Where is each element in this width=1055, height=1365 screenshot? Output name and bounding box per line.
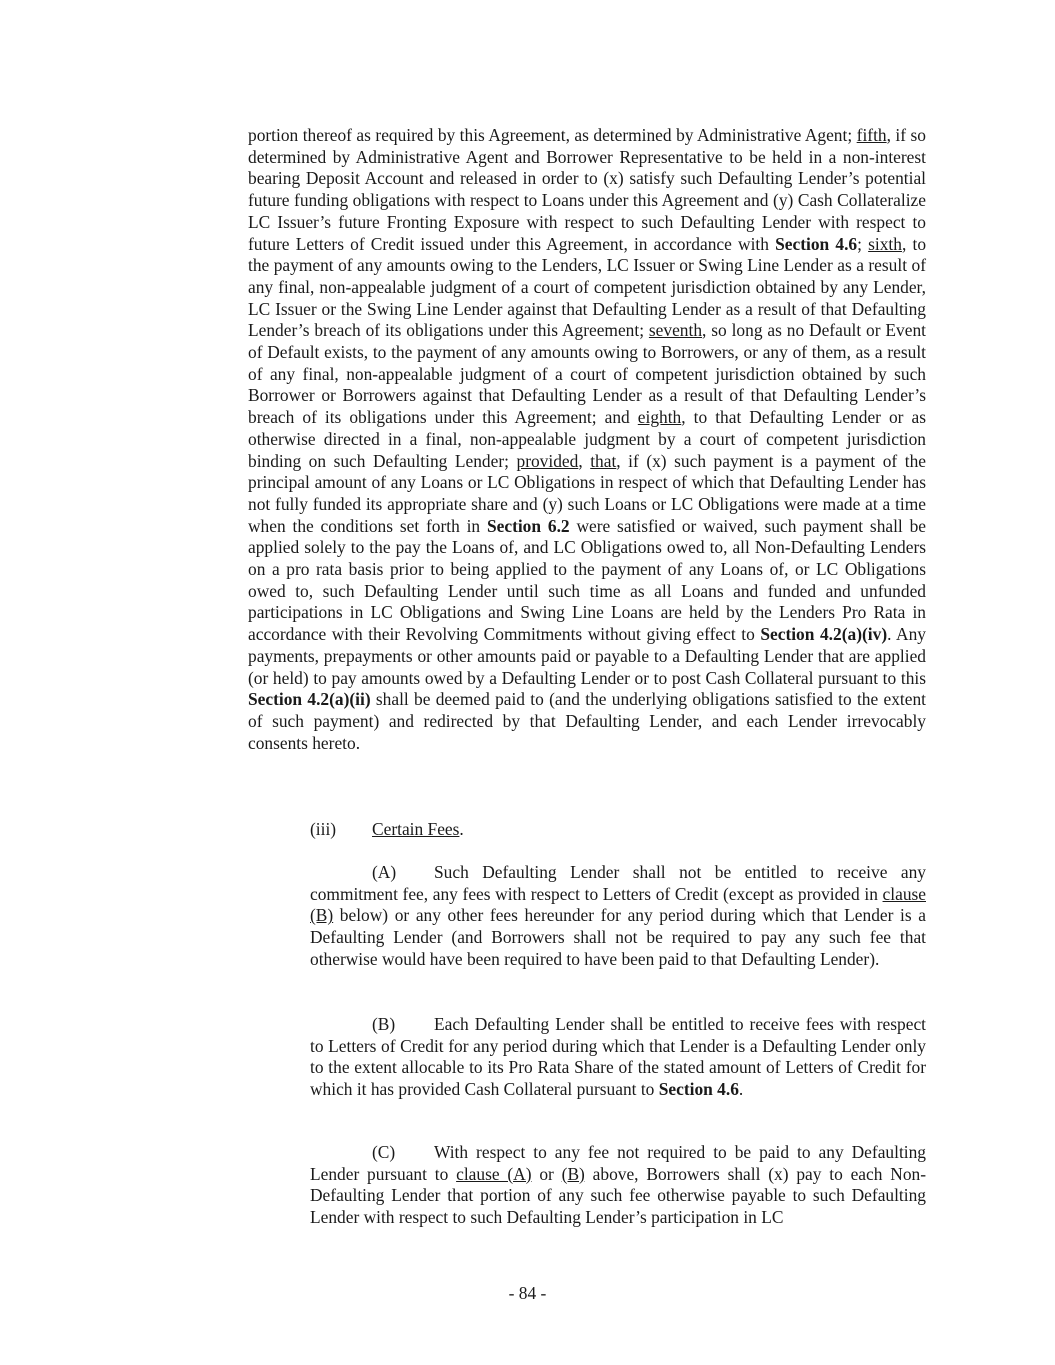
clause-b-paragraph xyxy=(310,1014,926,1101)
subsection-title: Certain Fees xyxy=(372,819,460,839)
ordinal-fifth: fifth xyxy=(856,125,887,145)
subsection-marker: (iii) xyxy=(310,819,337,839)
text-run: below) or any other fees hereunder for any period during which that Lender is a Defaulting Lender (and Borrowers shall not be required to pay any such fee that otherwise would have been required to have been paid to that Defaulting Lender). xyxy=(310,905,926,969)
text-run: were satisfied or waived, such payment shall be applied solely to the pay the Loans of, and LC Obligations owed to, all Non-Defaulting Lenders on a pro rata basis prior to being applied to the payment of any Loans of, or LC Obligations owed to, such Defaulting Lender until such time as all Loans and funded and unfunded participations in LC Obligations and Swing Line Loans are held by the Lenders Pro Rata in accordance with their Revolving Commitments without giving effect to xyxy=(248,515,927,645)
clause-a-paragraph xyxy=(310,862,926,971)
text-run: or xyxy=(531,1163,562,1184)
text-run: , if (x) such payment is a payment of the principal amount of any Loans or LC Obligations in respect of which that Defaulting Lender has not fully funded its appropriate share and (y) such Loans or LC Obligations were made at a time when the conditions set forth in xyxy=(248,450,926,536)
clause-marker: (B) xyxy=(372,1014,396,1034)
subsection-iii-heading xyxy=(310,819,926,841)
text-run: , xyxy=(578,450,591,471)
text-run: above, Borrowers shall (x) pay to each Non-Defaulting Lender that portion of any such fee otherwise payable to such Defaulting Lender with respect to such Defaulting Lender’s participation in LC xyxy=(310,1163,926,1228)
clause-marker: (A) xyxy=(372,862,397,882)
text-run: , to the payment of any amounts owing to the Lenders, LC Issuer or Swing Line Lender as a result of any final, non-appealable judgment of a court of competent jurisdiction obtained by any Lender, LC Issuer or the Swing Line Lender against that Defaulting Lender as a result of that Defaulting Lender’s breach of its obligations under this Agreement; xyxy=(248,233,927,341)
section-ref-4-6: Section 4.6 xyxy=(775,233,858,254)
text-run: , if so determined by Administrative Agent and Borrower Representative to be held in a non-interest bearing Deposit Account and released in order to (x) satisfy such Defaulting Lender’s potential future funding obligations with respect to Loans under this Agreement and (y) Cash Collateralize LC Issuer’s future Fronting Exposure with respect to such Defaulting Lender with respect to future Letters of Credit issued under this Agreement, in accordance with xyxy=(248,125,926,254)
clause-ref-b: (B) xyxy=(561,1163,585,1184)
text-run: With respect to any fee not required to be paid to any Defaulting Lender pursuant to xyxy=(310,1142,926,1184)
text-run: . xyxy=(459,819,464,839)
ordinal-eighth: eighth xyxy=(637,407,682,428)
section-ref-4-2-a-ii: Section 4.2(a)(ii) xyxy=(248,689,371,710)
term-that: that xyxy=(590,450,617,471)
text-run: , so long as no Default or Event of Default exists, to the payment of any amounts owing to Borrowers, or any of them, as a result of any final, non-appealable judgment of a court of competent jurisdiction obtained by such Borrower or Borrowers against that Defaulting Lender as a result of that Defaulting Lender’s breach of its obligations under this Agreement; and xyxy=(248,320,926,428)
section-ref-4-6: Section 4.6 xyxy=(658,1079,739,1100)
page-number: - 84 - xyxy=(508,1283,547,1303)
main-paragraph xyxy=(248,125,926,754)
clause-marker: (C) xyxy=(372,1142,396,1162)
term-provided: provided xyxy=(516,450,579,471)
ordinal-sixth: sixth xyxy=(868,233,902,254)
text-run: Each Defaulting Lender shall be entitled to receive fees with respect to Letters of Credit for any period during which that Lender is a Defaulting Lender only to the extent allocable to its Pro Rata Share of the stated amount of Letters of Credit for which it has provided Cash Collateral pursuant to xyxy=(310,1014,926,1100)
clause-ref-a: clause (A) xyxy=(456,1163,532,1184)
ordinal-seventh: seventh xyxy=(648,320,703,341)
clause-c-paragraph xyxy=(310,1142,926,1229)
section-ref-4-2-a-iv: Section 4.2(a)(iv) xyxy=(760,624,888,645)
text-run: , to that Defaulting Lender or as otherwise directed in a final, non-appealable judgment by a court of competent jurisdiction binding on such Defaulting Lender; xyxy=(248,407,926,471)
section-ref-6-2: Section 6.2 xyxy=(486,515,570,536)
clause-ref-b: clause (B) xyxy=(310,883,926,926)
text-run: ; xyxy=(857,233,869,254)
text-run: portion thereof as required by this Agreement, as determined by Administrative Agent; xyxy=(248,125,857,145)
text-run: . Any payments, prepayments or other amounts paid or payable to a Defaulting Lender that are applied (or held) to pay amounts owed by a Defaulting Lender or to post Cash Collateral pursuant to this xyxy=(248,624,926,688)
text-run: . xyxy=(738,1079,744,1100)
text-run: shall be deemed paid to (and the underlying obligations satisfied to the extent of such payment) and redirected by that Defaulting Lender, and each Lender irrevocably consents hereto. xyxy=(248,689,926,753)
text-run: Such Defaulting Lender shall not be entitled to receive any commitment fee, any fees with respect to Letters of Credit (except as provided in xyxy=(310,862,926,904)
